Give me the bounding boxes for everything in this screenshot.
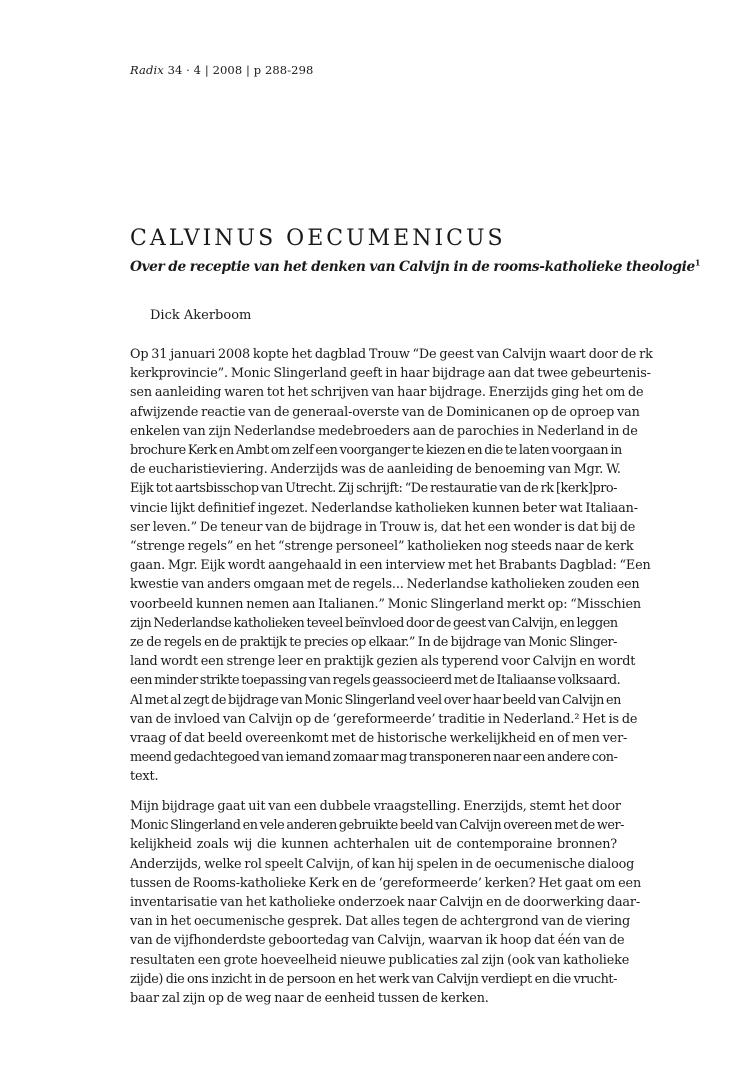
- text-line: vincie lijkt definitief ingezet. Nederlandse katholieken kunnen beter wat Italiaan-: [130, 500, 638, 516]
- text-line: van de invloed van Calvijn op de ‘gereformeerde’ traditie in Nederland.² Het is de: [130, 711, 638, 727]
- journal-name: Radix: [130, 63, 164, 77]
- text-line: Mijn bijdrage gaat uit van een dubbele vraagstelling. Enerzijds, stemt het door: [130, 799, 621, 814]
- article-author: Dick Akerboom: [150, 308, 252, 323]
- text-line: brochure Kerk en Ambt om zelf een voorganger te kiezen en die te laten voorgaan in: [130, 443, 622, 459]
- text-line: kelijkheid zoals wij die kunnen achterhalen uit de contemporaine bronnen?: [130, 837, 617, 853]
- text-line: afwijzende reactie van de generaal-overste van de Dominicanen op de oproep van: [130, 404, 640, 420]
- text-line: de eucharistieviering. Anderzijds was de aanleiding de benoeming van Mgr. W.: [130, 462, 621, 478]
- text-line: tussen de Rooms-katholieke Kerk en de ‘gereformeerde’ kerken? Het gaat om een: [130, 875, 642, 891]
- text-line: kwestie van anders omgaan met de regels... Nederlandse katholieken zouden een: [130, 577, 640, 593]
- text-line: vraag of dat beeld overeenkomt met de historische werkelijkheid en of men ver-: [130, 731, 628, 747]
- text-line: gaan. Mgr. Eijk wordt aangehaald in een interview met het Brabants Dagblad: “Een: [130, 558, 651, 574]
- article-title: CALVINUS OECUMENICUS: [130, 226, 506, 251]
- text-line: van in het oecumenische gesprek. Dat alles tegen de achtergrond van de viering: [130, 914, 631, 930]
- paragraph-1: [130, 345, 653, 787]
- footnote-marker: 1: [694, 257, 701, 268]
- text-line: sen aanleiding waren tot het schrijven van haar bijdrage. Enerzijds ging het om de: [130, 385, 644, 401]
- text-line: enkelen van zijn Nederlandse medebroeders aan de parochies in Nederland in de: [130, 423, 638, 439]
- text-line: zijn Nederlandse katholieken teveel beïnvloed door de geest van Calvijn, en leggen: [130, 615, 618, 631]
- text-line: van de vijfhonderdste geboortedag van Calvijn, waarvan ik hoop dat één van de: [130, 933, 625, 949]
- text-line: een minder strikte toepassing van regels geassocieerd met de Italiaanse volksaard.: [130, 673, 621, 689]
- text-line: kerkprovincie”. Monic Slingerland geeft in haar bijdrage aan dat twee gebeurtenis-: [130, 366, 651, 382]
- text-line: meend gedachtegoed van iemand zomaar mag transponeren naar een andere con-: [130, 750, 618, 766]
- text-line: Anderzijds, welke rol speelt Calvijn, of kan hij spelen in de oecumenische dialoog: [130, 856, 635, 872]
- text-line: text.: [130, 769, 159, 785]
- text-line: Op 31 januari 2008 kopte het dagblad Trouw “De geest van Calvijn waart door de rk: [130, 347, 653, 362]
- text-line: Monic Slingerland en vele anderen gebruikte beeld van Calvijn overeen met de wer-: [130, 818, 624, 834]
- text-line: resultaten een grote hoeveelheid nieuwe publicaties zal zijn (ook van katholieke: [130, 952, 630, 968]
- text-line: ze de regels en de praktijk te precies op elkaar.” In de bijdrage van Monic Slinger-: [130, 635, 617, 651]
- journal-citation: 34 · 4 | 2008 | p 288-298: [163, 63, 314, 77]
- text-line: voorbeeld kunnen nemen aan Italianen.” Monic Slingerland merkt op: “Misschien: [130, 596, 641, 612]
- text-line: inventarisatie van het katholieke onderzoek naar Calvijn en de doorwerking daar-: [130, 895, 641, 911]
- subtitle-text: Over de receptie van het denken van Calvijn in de rooms-katholieke theologie: [130, 259, 695, 275]
- article-subtitle: [130, 259, 700, 275]
- text-line: land wordt een strenge leer en praktijk gezien als typerend voor Calvijn en wordt: [130, 654, 636, 670]
- text-line: Al met al zegt de bijdrage van Monic Slingerland veel over haar beeld van Calvijn en: [130, 692, 621, 708]
- text-line: ser leven.” De teneur van de bijdrage in Trouw is, dat het een wonder is dat bij de: [130, 519, 636, 535]
- text-line: “strenge regels” en het “strenge personeel” katholieken nog steeds naar de kerk: [130, 539, 634, 555]
- running-header: [130, 63, 313, 77]
- text-line: baar zal zijn op de weg naar de eenheid tussen de kerken.: [130, 991, 489, 1007]
- text-line: Eijk tot aartsbisschop van Utrecht. Zij schrijft: “De restauratie van de rk [kerk]pro-: [130, 481, 617, 497]
- text-line: zijde) die ons inzicht in de persoon en het werk van Calvijn verdiept en die vrucht-: [130, 971, 617, 987]
- paragraph-2: [130, 797, 642, 1008]
